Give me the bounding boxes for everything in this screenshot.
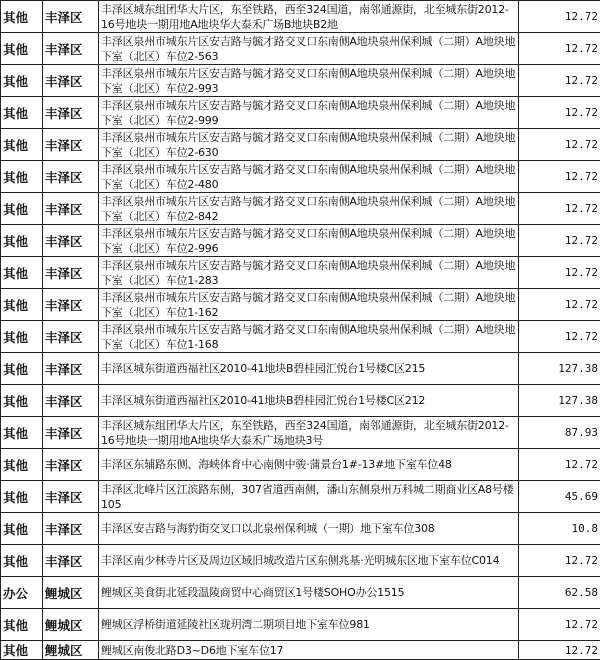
table-row (1, 1, 600, 33)
table-row (1, 97, 600, 129)
area-cell: 12.72 (519, 641, 600, 660)
type-cell: 其他 (1, 161, 43, 193)
type-cell: 其他 (1, 417, 43, 449)
type-cell: 其他 (1, 193, 43, 225)
type-cell: 其他 (1, 129, 43, 161)
location-cell: 丰泽区城东街道西福社区2010-41地块B碧桂园汇悦台1号楼C区212 (99, 385, 519, 417)
area-cell: 12.72 (519, 129, 600, 161)
area-cell: 12.72 (519, 609, 600, 641)
type-cell: 其他 (1, 65, 43, 97)
district-cell: 丰泽区 (43, 545, 99, 577)
table-row (1, 257, 600, 289)
table-row (1, 641, 600, 660)
type-cell: 其他 (1, 97, 43, 129)
area-cell: 62.58 (519, 577, 600, 609)
district-cell: 鲤城区 (43, 641, 99, 660)
location-cell: 鲤城区浮桥街道延陵社区珑玥湾二期项目地下室车位981 (99, 609, 519, 641)
type-cell: 其他 (1, 609, 43, 641)
district-cell: 丰泽区 (43, 161, 99, 193)
district-cell: 丰泽区 (43, 513, 99, 545)
location-cell: 丰泽区南少林寺片区及周边区域旧城改造片区东侧兆基·光明城东区地下室车位C014 (99, 545, 519, 577)
location-cell: 丰泽区泉州市城东片区安吉路与毓才路交叉口东南侧A地块泉州保利城（二期）A地块地下室（北区）车位2-630 (99, 129, 519, 161)
type-cell: 其他 (1, 321, 43, 353)
district-cell: 丰泽区 (43, 481, 99, 513)
type-cell: 其他 (1, 225, 43, 257)
table-row (1, 161, 600, 193)
area-cell: 12.72 (519, 33, 600, 65)
area-cell: 10.8 (519, 513, 600, 545)
district-cell: 丰泽区 (43, 65, 99, 97)
type-cell: 其他 (1, 545, 43, 577)
district-cell: 丰泽区 (43, 289, 99, 321)
area-cell: 12.72 (519, 65, 600, 97)
location-cell: 鲤城区南俊北路D3~D6地下室车位17 (99, 641, 519, 660)
location-cell: 丰泽区北峰片区江滨路东侧，307省道西南侧，潘山东侧泉州万科城二期商业区A8号楼105 (99, 481, 519, 513)
type-cell: 其他 (1, 449, 43, 481)
location-cell: 丰泽区安吉路与海豹街交叉口以北泉州保利城（一期）地下室车位308 (99, 513, 519, 545)
area-cell: 45.69 (519, 481, 600, 513)
location-cell: 丰泽区泉州市城东片区安吉路与毓才路交叉口东南侧A地块泉州保利城（二期）A地块地下室（北区）车位2-563 (99, 33, 519, 65)
table-row (1, 513, 600, 545)
area-cell: 12.72 (519, 193, 600, 225)
district-cell: 丰泽区 (43, 33, 99, 65)
district-cell: 鲤城区 (43, 609, 99, 641)
table-row (1, 481, 600, 513)
table-row (1, 193, 600, 225)
district-cell: 丰泽区 (43, 449, 99, 481)
district-cell: 丰泽区 (43, 225, 99, 257)
area-cell: 87.93 (519, 417, 600, 449)
location-cell: 丰泽区泉州市城东片区安吉路与毓才路交叉口东南侧A地块泉州保利城（二期）A地块地下室（北区）车位1-168 (99, 321, 519, 353)
location-cell: 丰泽区泉州市城东片区安吉路与毓才路交叉口东南侧A地块泉州保利城（二期）A地块地下室（北区）车位2-993 (99, 65, 519, 97)
table-row (1, 545, 600, 577)
table-row (1, 33, 600, 65)
type-cell: 其他 (1, 33, 43, 65)
type-cell: 其他 (1, 353, 43, 385)
location-cell: 丰泽区泉州市城东片区安吉路与毓才路交叉口东南侧A地块泉州保利城（二期）A地块地下室（北区）车位2-480 (99, 161, 519, 193)
area-cell: 127.38 (519, 385, 600, 417)
location-cell: 丰泽区泉州市城东片区安吉路与毓才路交叉口东南侧A地块泉州保利城（二期）A地块地下室（北区）车位2-996 (99, 225, 519, 257)
location-cell: 鲤城区美食街北延段温陵商贸中心商贸区1号楼SOHO办公1515 (99, 577, 519, 609)
type-cell: 其他 (1, 385, 43, 417)
type-cell: 其他 (1, 641, 43, 660)
type-cell: 其他 (1, 481, 43, 513)
type-cell: 其他 (1, 289, 43, 321)
location-cell: 丰泽区泉州市城东片区安吉路与毓才路交叉口东南侧A地块泉州保利城（二期）A地块地下室（北区）车位1-283 (99, 257, 519, 289)
table-row (1, 577, 600, 609)
area-cell: 12.72 (519, 321, 600, 353)
location-cell: 丰泽区泉州市城东片区安吉路与毓才路交叉口东南侧A地块泉州保利城（二期）A地块地下室（北区）车位2-842 (99, 193, 519, 225)
table-body (1, 1, 600, 660)
location-cell: 丰泽区泉州市城东片区安吉路与毓才路交叉口东南侧A地块泉州保利城（二期）A地块地下室（北区）车位1-162 (99, 289, 519, 321)
location-cell: 丰泽区东辅路东侧、海峡体育中心南侧中骏·蒲景台1#-13#地下室车位48 (99, 449, 519, 481)
district-cell: 丰泽区 (43, 321, 99, 353)
table-row (1, 385, 600, 417)
area-cell: 12.72 (519, 545, 600, 577)
area-cell: 12.72 (519, 161, 600, 193)
district-cell: 丰泽区 (43, 97, 99, 129)
area-cell: 12.72 (519, 97, 600, 129)
district-cell: 丰泽区 (43, 129, 99, 161)
district-cell: 丰泽区 (43, 1, 99, 33)
area-cell: 12.72 (519, 257, 600, 289)
area-cell: 12.72 (519, 1, 600, 33)
table-row (1, 417, 600, 449)
table-row (1, 65, 600, 97)
table-row (1, 353, 600, 385)
type-cell: 其他 (1, 1, 43, 33)
table-row (1, 225, 600, 257)
area-cell: 12.72 (519, 449, 600, 481)
table-row (1, 321, 600, 353)
area-cell: 127.38 (519, 353, 600, 385)
area-cell: 12.72 (519, 225, 600, 257)
location-cell: 丰泽区城东组团华大片区，东至铁路，西至324国道，南邻通源街，北至城东街2012-16号地块一期用地A地块华大泰禾广场地块3号 (99, 417, 519, 449)
area-cell: 12.72 (519, 289, 600, 321)
district-cell: 丰泽区 (43, 385, 99, 417)
type-cell: 办公 (1, 577, 43, 609)
district-cell: 鲤城区 (43, 577, 99, 609)
table-row (1, 289, 600, 321)
table-row (1, 609, 600, 641)
type-cell: 其他 (1, 257, 43, 289)
table-row (1, 129, 600, 161)
district-cell: 丰泽区 (43, 193, 99, 225)
location-cell: 丰泽区城东组团华大片区，东至铁路，西至324国道，南邻通源街，北至城东街2012-16号地块一期用地A地块华大泰禾广场B地块B2地 (99, 1, 519, 33)
location-cell: 丰泽区城东街道西福社区2010-41地块B碧桂园汇悦台1号楼C区215 (99, 353, 519, 385)
type-cell: 其他 (1, 513, 43, 545)
table-row (1, 449, 600, 481)
district-cell: 丰泽区 (43, 257, 99, 289)
district-cell: 丰泽区 (43, 417, 99, 449)
district-cell: 丰泽区 (43, 353, 99, 385)
location-cell: 丰泽区泉州市城东片区安吉路与毓才路交叉口东南侧A地块泉州保利城（二期）A地块地下室（北区）车位2-999 (99, 97, 519, 129)
